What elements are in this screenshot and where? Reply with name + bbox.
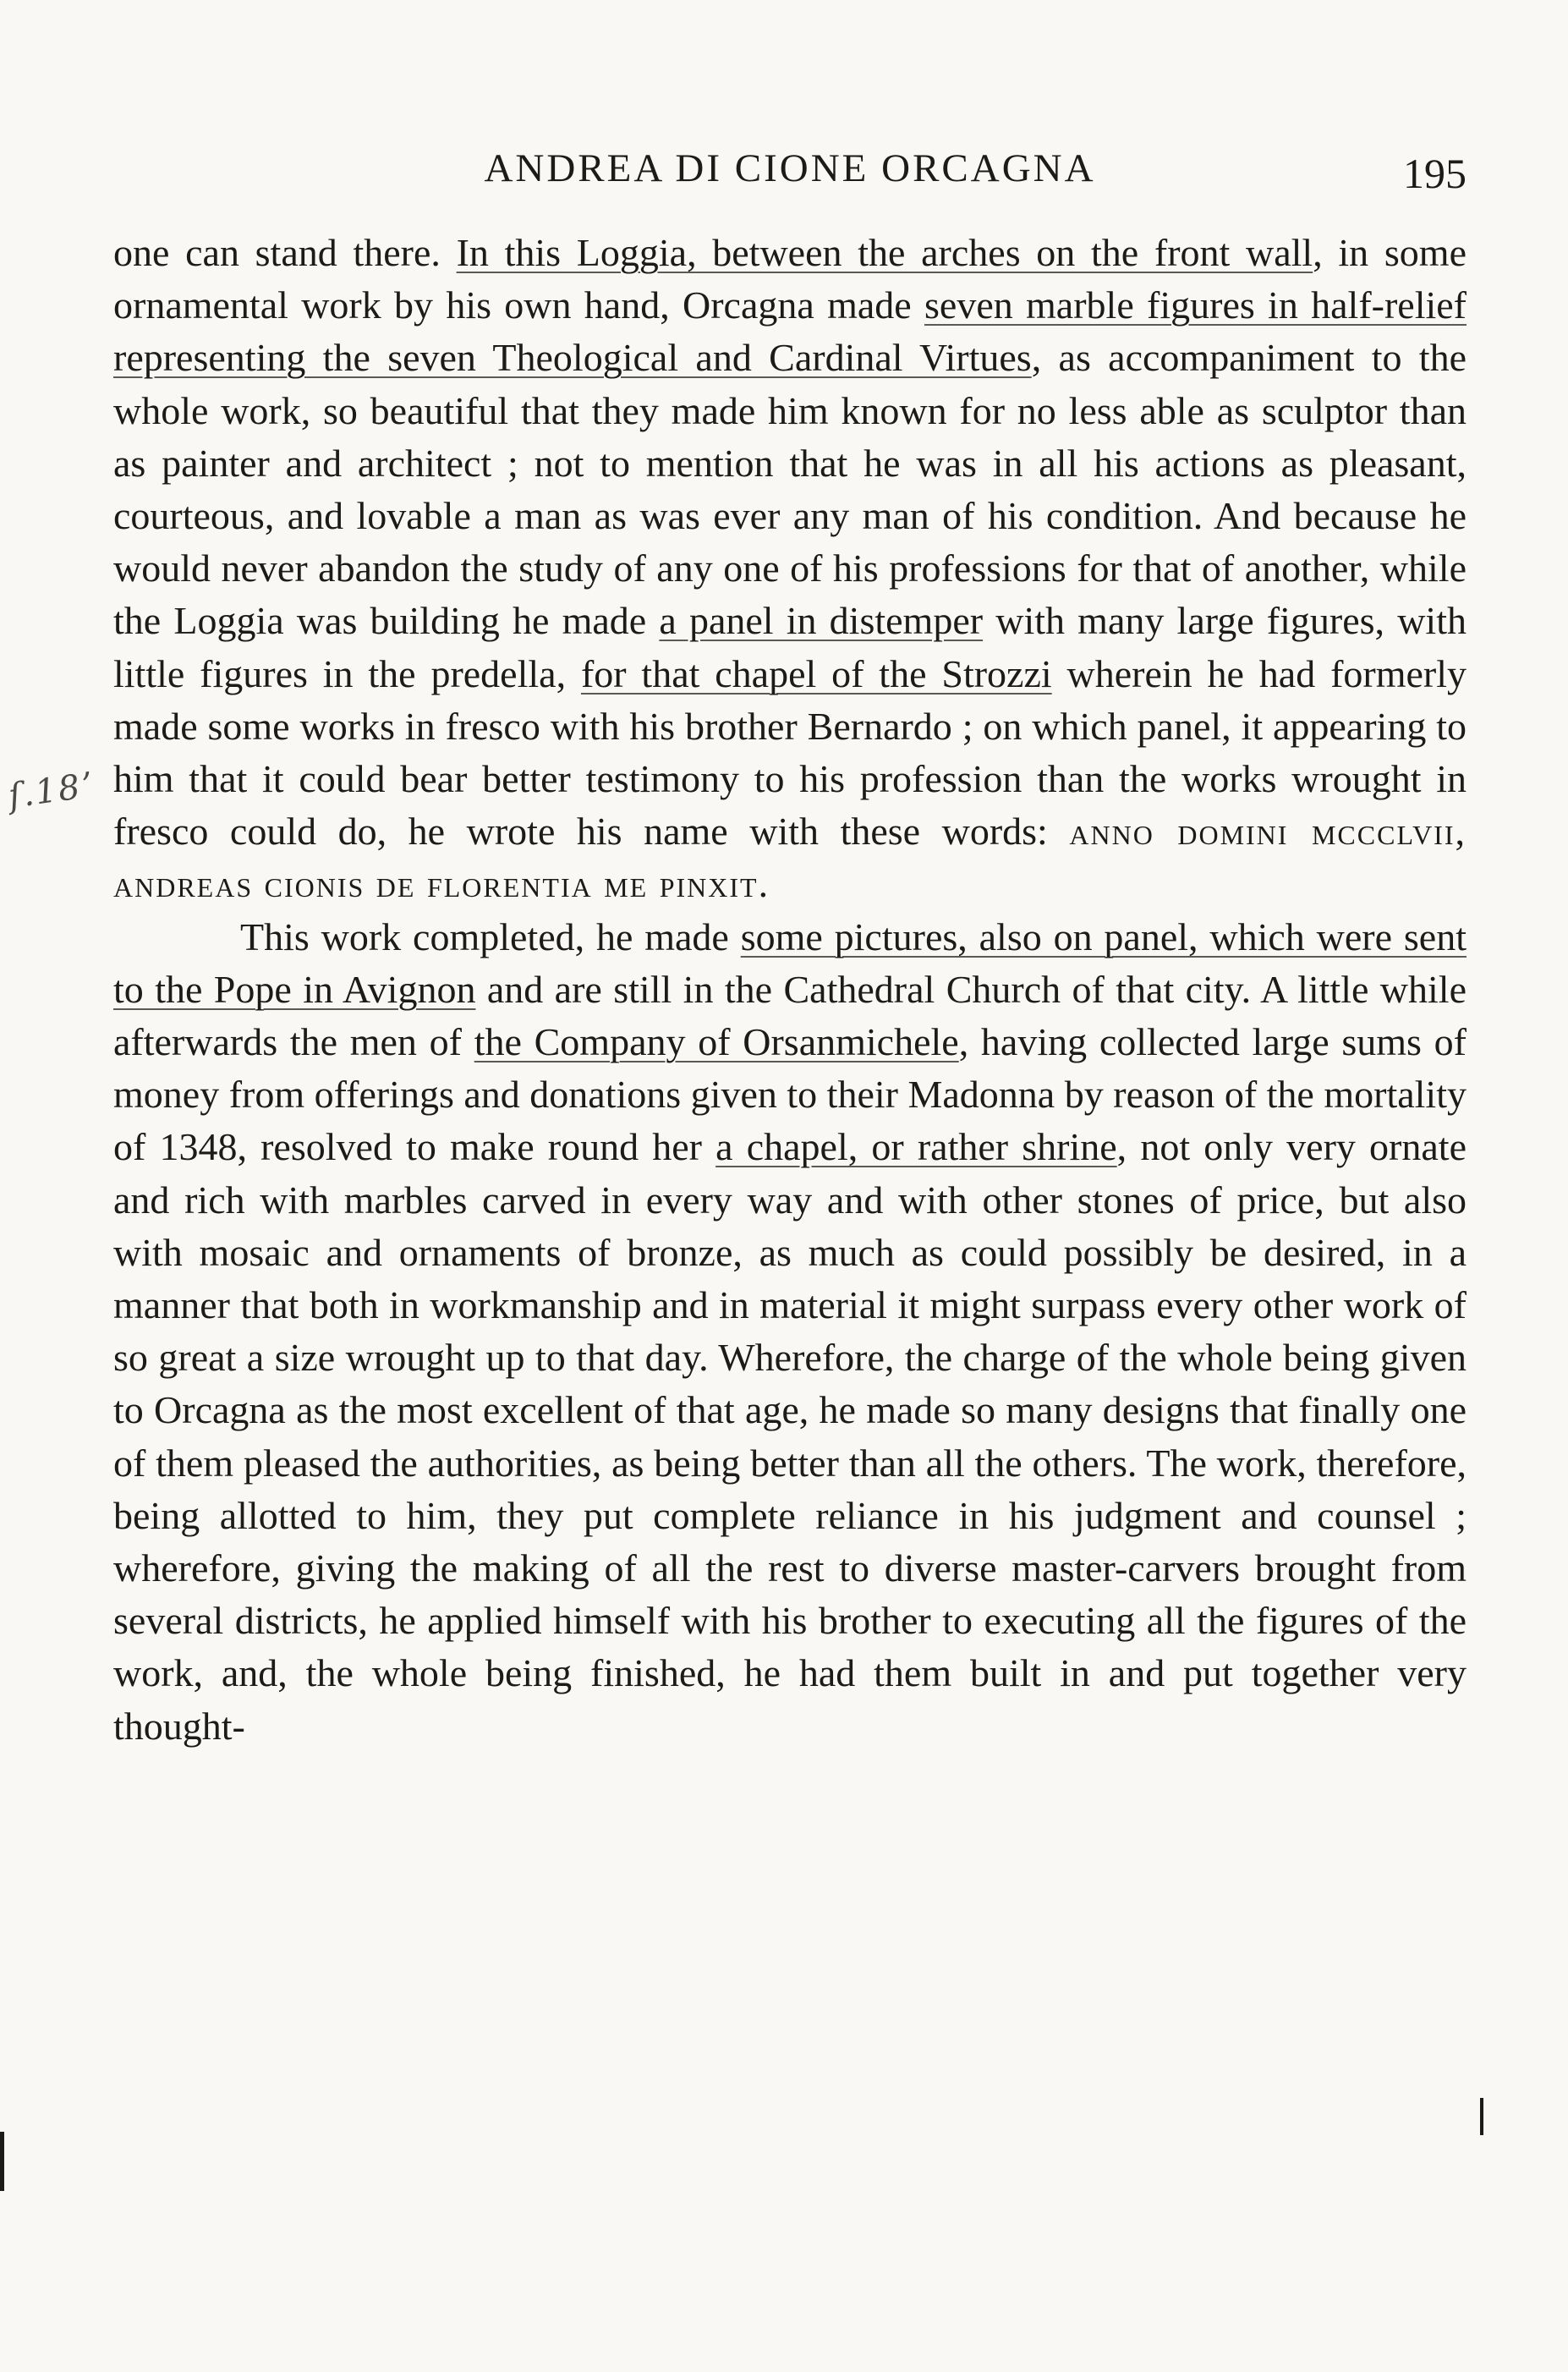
- text-run: with many large figures, with little figures in the predella,: [113, 599, 1467, 695]
- handwritten-margin-note: ſ.18ʼ: [6, 766, 96, 816]
- line-end-mark: [1480, 2098, 1483, 2135]
- text-run: , as accompaniment to the whole work, so beautiful that they made him known for no less able as sculptor than as painter and architect ; not to mention that he was in all his actions as pleasant, courteous, and lovable a man as was ever any man of his condition. And because he would never abandon the study of any one of his professions for that of another, while the Loggia was building he made: [113, 336, 1467, 643]
- underlined-passage: for that chapel of the Strozzi: [580, 651, 1052, 695]
- running-head: [113, 146, 1467, 196]
- underlined-passage: a panel in distemper: [659, 599, 984, 643]
- underlined-passage: some pictures, also on panel, which were sent to the Pope in Avignon: [113, 914, 1467, 1011]
- text-run: , having collected large sums of money from offerings and donations given to their Madonna by reason of the mortality of 1348, resolved to make round her: [113, 1020, 1467, 1169]
- page-number: 195: [1403, 150, 1467, 197]
- inscription-small-caps: anno domini mccclvii, andreas cionis de florentia me pinxit.: [113, 810, 1467, 906]
- underlined-passage: the Company of Orsanmichele: [474, 1020, 959, 1064]
- text-run: , in some ornamental work by his own hand, Orcagna made: [113, 231, 1467, 327]
- underlined-passage: a chapel, or rather shrine: [715, 1125, 1117, 1169]
- paragraph-2: [113, 911, 1467, 1753]
- text-run: This work completed, he made: [240, 914, 741, 958]
- underlined-passage: In this Loggia, between the arches on the front wall: [456, 231, 1313, 274]
- underlined-passage: seven marble figures in half-relief representing the seven Theological and Cardinal Virtues: [113, 283, 1467, 380]
- body-text: [113, 227, 1467, 1753]
- text-run: one can stand there.: [113, 231, 457, 274]
- paragraph-1: [113, 227, 1467, 911]
- text-run: , not only very ornate and rich with marbles carved in every way and with other stones of price, but also with mosaic and ornaments of bronze, as much as could possibly be desired, in a manner that both in workmanship and in material it might surpass every other work of so great a size wrought up to that day. Wherefore, the charge of the whole being given to Orcagna as the most excellent of that age, he made so many designs that finally one of them pleased the authorities, as being better than all the others. The work, therefore, being allotted to him, they put complete reliance in his judgment and counsel ; wherefore, giving the making of all the rest to diverse master-carvers brought from several districts, he applied himself with his brother to executing all the figures of the work, and, the whole being finished, he had them built in and put together very thought-: [113, 1125, 1467, 1748]
- text-run: wherein he had formerly made some works in fresco with his brother Bernardo ; on which panel, it appearing to him that it could bear better testimony to his profession than the works wrought in fresco could do, he wrote his name with these words:: [113, 651, 1467, 854]
- running-title: ANDREA DI CIONE ORCAGNA: [484, 146, 1096, 190]
- text-run: and are still in the Cathedral Church of that city. A little while afterwards the men of: [113, 967, 1467, 1064]
- scan-edge-mark: [0, 2132, 4, 2191]
